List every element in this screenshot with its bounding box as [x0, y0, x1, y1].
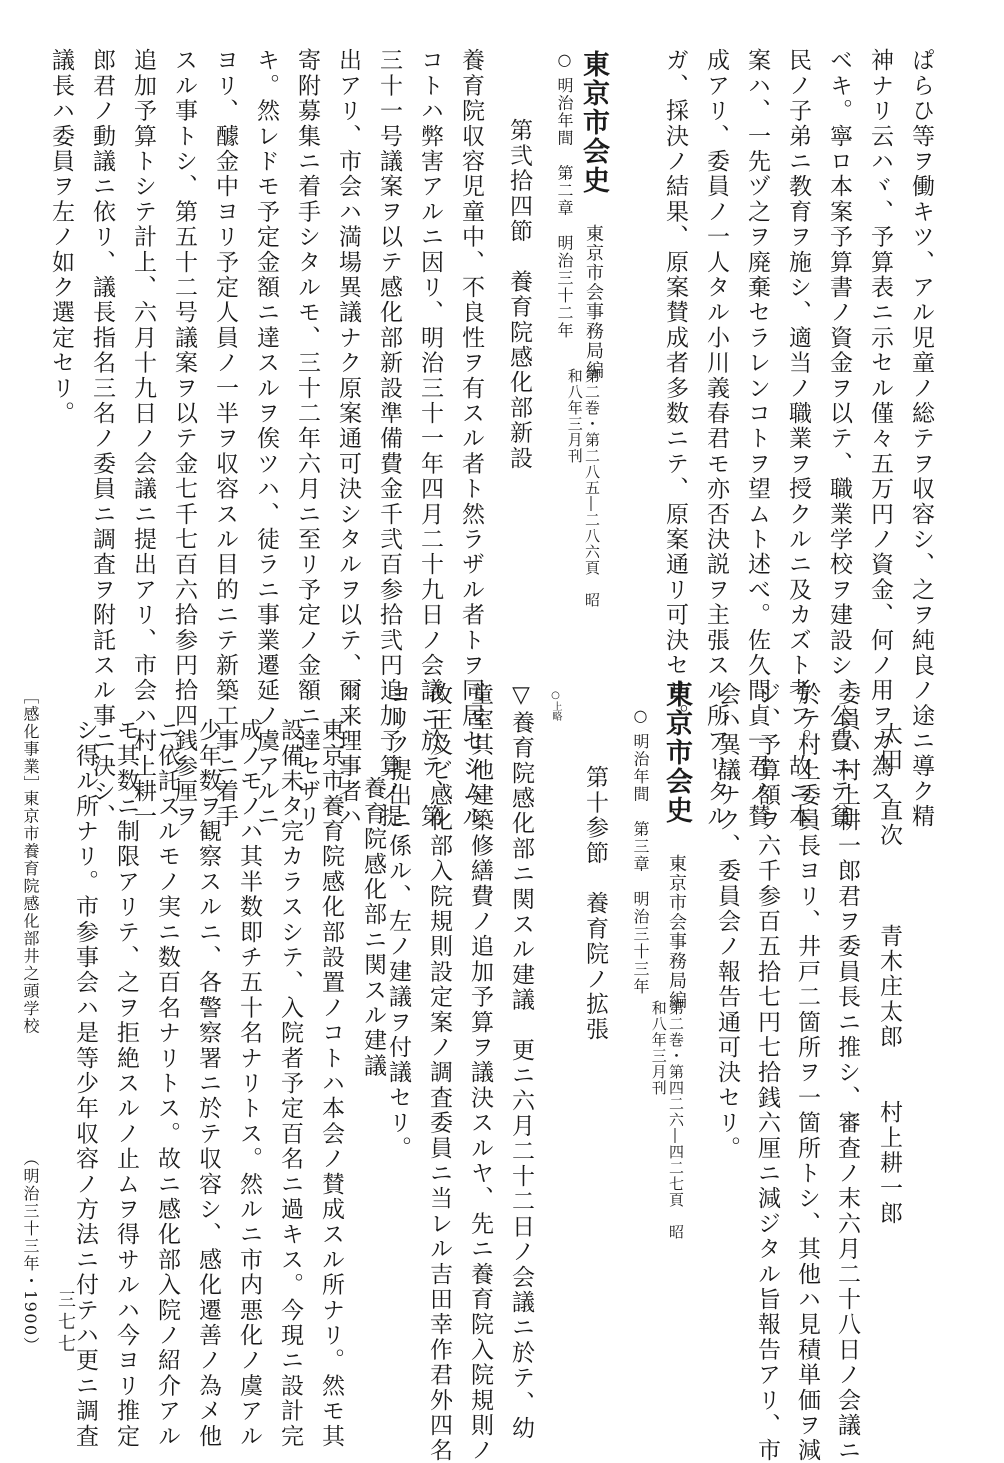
text-column: ジ、予算額ヲ六千参百五拾七円七拾銭六厘ニ減ジタル旨報告アリ、市	[754, 682, 780, 1463]
text-column: 案ハ、一先ヅ之ヲ廃棄セラレンコトヲ望ムト述べ。佐久間貞一君ノ賛	[744, 48, 770, 830]
text-column: 設備未タ完カラスシテ、入院者予定百名ニ過キス。今現ニ設計完	[277, 718, 303, 1449]
committee-members: 太田 直次 青木庄太郎 村上耕一郎	[876, 722, 902, 1226]
text-column: コトハ弊害アルニ因リ、明治三十一年四月二十九日ノ会議ニ於テ、第	[417, 48, 443, 830]
top-chapter-line: ○ 明治年間 第二章 明治三十二年	[555, 50, 574, 340]
text-column: キ。然レドモ予定金額ニ達スルヲ俟ツハ、徒ラニ事業遷延ノ虞アルニ	[253, 48, 279, 830]
text-column: 成アリ、委員ノ一人タル小川義春君モ亦否決説ヲ主張スル所アリタル	[703, 48, 729, 830]
bottom-source-editor: 東京市会事務局編	[666, 854, 687, 1010]
text-column: 神ナリ云ハヾ、予算表ニ示セル僅々五万円ノ資金、何ノ用ヲカ為ス	[867, 48, 893, 804]
text-column: 議長ハ委員ヲ左ノ如ク選定セリ。	[48, 48, 74, 426]
text-column: 追加予算トシテ計上、六月十九日ノ会議ニ提出アリ、市会ハ村上耕一	[130, 48, 156, 830]
text-column: 出アリ、市会ハ満場異議ナク原案通可決シタルヲ以テ、爾来理事者ハ	[335, 48, 361, 830]
text-column: 三十一号議案ヲ以テ感化部新設準備費金千弐百参拾弐円追加予算ノ提	[376, 48, 402, 830]
text-column: ▽養育院感化部ニ関スル建議 更ニ六月二十二日ノ会議ニ於テ、幼	[508, 682, 534, 1441]
text-column: シ得ル所ナリ。市参事会ハ是等少年収容ノ方法ニ付テハ更ニ調査	[72, 718, 98, 1449]
page-number: 三七七	[55, 1290, 76, 1356]
text-column: 東京市養育院感化部設置ノコトハ本会ノ賛成スル所ナリ。然モ其	[318, 718, 344, 1449]
proposal-title: 養育院感化部ニ関スル建議	[360, 776, 386, 1079]
footer-school: 東京市養育院感化部井之頭学校	[21, 790, 40, 1035]
text-column: 委員ハ村上耕一郎君ヲ委員長ニ推シ、審査ノ末六月二十八日ノ会議ニ	[834, 682, 860, 1463]
top-source-title: 東京市会史	[578, 50, 609, 195]
text-column: ニ依託スルモノ実ニ数百名ナリトス。故ニ感化部入院ノ紹介アル	[154, 718, 180, 1449]
footer-era: （明治三十三年・1900）	[21, 1150, 40, 1355]
text-column: 成ノモノハ其半数即チ五十名ナリトス。然ルニ市内悪化ノ虞アル	[236, 718, 262, 1449]
text-column: スル事トシ、第五十二号議案ヲ以テ金七千七百六拾参円拾四銭参厘ヲ	[171, 48, 197, 830]
text-column: ヨリノ提出ニ係ル、左ノ建議ヲ付議セリ。	[385, 682, 411, 1161]
text-column: ベキ。寧ロ本案予算書ノ資金ヲ以テ、職業学校ヲ建設シ、公費ニテ貧	[826, 48, 852, 830]
top-source-heading	[580, 50, 607, 380]
text-column: 寄附募集ニ着手シタルモ、三十二年六月ニ至リ予定ノ金額ニ達セザリ	[294, 48, 320, 830]
top-section-heading: 第弐拾四節 養育院感化部新設	[506, 118, 532, 471]
bottom-chapter-line: ○ 明治年間 第三章 明治三十三年	[631, 706, 650, 996]
text-column: 改正及ビ感化部入院規則設定案ノ調査委員ニ当レル吉田幸作君外四名	[426, 682, 452, 1463]
bottom-source-title: 東京市会史	[661, 680, 692, 825]
text-column: 少年数ヲ観察スルニ、各警察署ニ於テ収容シ、感化遷善ノ為メ他	[195, 718, 221, 1449]
text-column: 民ノ子弟ニ教育ヲ施シ、適当ノ職業ヲ授クルニ及カズト考フ。故ニ本	[785, 48, 811, 830]
text-column: 養育院収容児童中、不良性ヲ有スル者ト然ラザル者トヲ同居セシムル	[458, 48, 484, 830]
top-source-meta: 第二巻・第二八五―二八六頁 昭和八年三月刊	[565, 368, 601, 608]
text-column: ガ、採決ノ結果、原案賛成者多数ニテ、原案通リ可決セリ。	[662, 48, 688, 729]
omission-marker: ○上略	[550, 690, 561, 721]
bottom-source-heading	[663, 680, 690, 1010]
text-column: 於テ村上委員長ヨリ、井戸二箇所ヲ一箇所トシ、其他ハ見積単価ヲ減	[794, 682, 820, 1463]
footer-category: ［感化事業］	[21, 688, 40, 793]
bottom-section-heading: 第十参節 養育院ノ拡張	[582, 765, 608, 1043]
top-source-editor: 東京市会事務局編	[583, 224, 604, 380]
text-column: 会ハ異議ナク、委員会ノ報告通可決セリ。	[714, 682, 740, 1161]
text-column: ぱらひ等ヲ働キツ、アル児童ノ総テヲ収容シ、之ヲ純良ノ途ニ導ク精	[908, 48, 934, 830]
text-column: 童室其他建築修繕費ノ追加予算ヲ議決スルヤ、先ニ養育院入院規則ノ	[467, 682, 493, 1463]
text-column: モ其数ニ制限アリテ、之ヲ拒絶スルノ止ムヲ得サルハ今ヨリ推定	[113, 718, 139, 1449]
text-column: ヨリ、醵金中ヨリ予定人員ノ一半ヲ収容スル目的ニテ新築工事ニ着手	[212, 48, 238, 830]
text-column: 郎君ノ動議ニ依リ、議長指名三名ノ委員ニ調査ヲ附託スル事ニ決シ、	[89, 48, 115, 830]
bottom-source-meta: 第二巻・第四二六―四二七頁 昭和八年三月刊	[649, 1000, 685, 1240]
